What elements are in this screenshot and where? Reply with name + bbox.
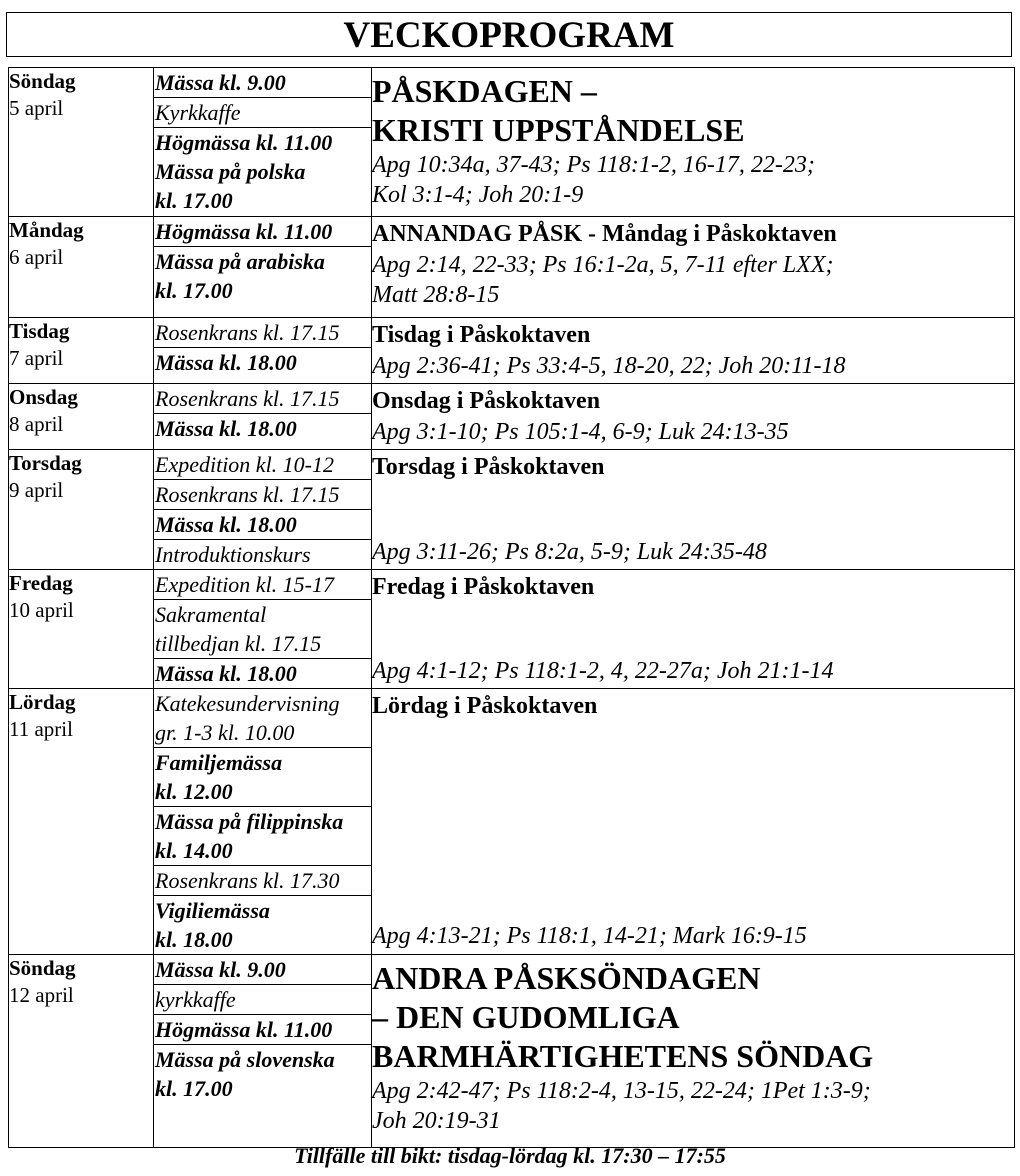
feast-title: ANNANDAG PÅSK - Måndag i Påskoktaven	[372, 221, 837, 247]
activity-item: Mässa på filippinska kl. 14.00	[154, 806, 371, 865]
day-cell	[9, 689, 154, 955]
activity-item: Mässa på arabiska kl. 17.00	[154, 246, 371, 305]
activities-cell	[154, 570, 372, 689]
day-row	[9, 955, 1015, 1148]
activity-item: Rosenkrans kl. 17.15	[154, 479, 371, 509]
feast-title: Onsdag i Påskoktaven	[372, 388, 601, 414]
activity-item: Expedition kl. 15-17	[155, 572, 335, 597]
scripture-readings: Apg 4:13-21; Ps 118:1, 14-21; Mark 16:9-15	[372, 923, 807, 949]
activity-item: Rosenkrans kl. 17.15	[155, 320, 340, 345]
activity-item: Katekesundervisning gr. 1-3 kl. 10.00	[155, 691, 340, 745]
day-name: Torsdag	[9, 451, 82, 475]
day-row	[9, 68, 1015, 217]
activity-item: Mässa kl. 18.00	[154, 413, 371, 443]
activity-item: Kyrkkaffe	[154, 97, 371, 127]
activity-item: Mässa kl. 9.00	[155, 70, 286, 95]
day-name: Söndag	[9, 69, 76, 93]
day-name: Måndag	[9, 218, 84, 242]
feast-title: Lördag i Påskoktaven	[372, 693, 598, 719]
day-cell	[9, 384, 154, 450]
activities-cell	[154, 318, 372, 384]
liturgy-cell	[372, 318, 1015, 384]
activity-item: Mässa kl. 18.00	[154, 347, 371, 377]
day-cell	[9, 318, 154, 384]
day-date: 5 april	[9, 96, 64, 120]
day-row	[9, 217, 1015, 318]
day-cell	[9, 217, 154, 318]
day-row	[9, 450, 1015, 570]
day-cell	[9, 450, 154, 570]
page-title: VECKOPROGRAM	[6, 12, 1012, 57]
activity-item: Sakramental tillbedjan kl. 17.15	[154, 599, 371, 658]
activity-item: Vigiliemässa kl. 18.00	[154, 895, 371, 954]
activity-item: Expedition kl. 10-12	[155, 452, 335, 477]
scripture-readings: Apg 3:1-10; Ps 105:1-4, 6-9; Luk 24:13-35	[372, 419, 789, 445]
scripture-readings: Apg 4:1-12; Ps 118:1-2, 4, 22-27a; Joh 21:1-14	[372, 658, 834, 684]
liturgy-cell	[372, 570, 1015, 689]
day-row	[9, 689, 1015, 955]
activity-item: Mässa kl. 18.00	[154, 658, 371, 688]
day-date: 8 april	[9, 412, 64, 436]
day-name: Lördag	[9, 690, 76, 714]
feast-title: PÅSKDAGEN – KRISTI UPPSTÅNDELSE	[372, 73, 745, 148]
scripture-readings: Apg 2:14, 22-33; Ps 16:1-2a, 5, 7-11 efter LXX; Matt 28:8-15	[372, 252, 834, 308]
activities-cell	[154, 68, 372, 217]
activity-item: Högmässa kl. 11.00	[154, 1014, 371, 1044]
scripture-readings: Apg 10:34a, 37-43; Ps 118:1-2, 16-17, 22-23; Kol 3:1-4; Joh 20:1-9	[372, 152, 815, 208]
feast-title: Tisdag i Påskoktaven	[372, 322, 591, 348]
liturgy-cell	[372, 955, 1015, 1148]
activities-cell	[154, 955, 372, 1148]
liturgy-cell	[372, 384, 1015, 450]
day-date: 12 april	[9, 983, 74, 1007]
day-date: 6 april	[9, 245, 64, 269]
day-date: 9 april	[9, 478, 64, 502]
activity-item: Mässa på slovenska kl. 17.00	[154, 1044, 371, 1103]
scripture-readings: Apg 2:42-47; Ps 118:2-4, 13-15, 22-24; 1Pet 1:3-9; Joh 20:19-31	[372, 1078, 871, 1134]
day-name: Onsdag	[9, 385, 78, 409]
weekly-schedule-table	[8, 67, 1015, 1148]
day-cell	[9, 955, 154, 1148]
activity-item: Mässa kl. 9.00	[155, 957, 286, 982]
confession-note: Tillfälle till bikt: tisdag-lördag kl. 17:30 – 17:55	[294, 1143, 726, 1168]
day-cell	[9, 68, 154, 217]
feast-title: Torsdag i Påskoktaven	[372, 454, 605, 480]
day-row	[9, 318, 1015, 384]
activity-item: kyrkkaffe	[154, 984, 371, 1014]
scripture-readings: Apg 3:11-26; Ps 8:2a, 5-9; Luk 24:35-48	[372, 539, 767, 565]
feast-title: Fredag i Påskoktaven	[372, 574, 595, 600]
day-row	[9, 384, 1015, 450]
activities-cell	[154, 689, 372, 955]
day-name: Fredag	[9, 571, 73, 595]
activity-item: Introduktionskurs	[154, 539, 371, 569]
feast-title: ANDRA PÅSKSÖNDAGEN – DEN GUDOMLIGA BARMHÄRTIGHETENS SÖNDAG	[372, 960, 874, 1074]
activity-item: Mässa kl. 18.00	[154, 509, 371, 539]
day-date: 11 april	[9, 717, 73, 741]
day-name: Söndag	[9, 956, 76, 980]
day-date: 7 april	[9, 346, 64, 370]
activity-item: Rosenkrans kl. 17.15	[155, 386, 340, 411]
liturgy-cell	[372, 450, 1015, 570]
activities-cell	[154, 384, 372, 450]
activity-item: Högmässa kl. 11.00 Mässa på polska kl. 17.00	[154, 127, 371, 215]
liturgy-cell	[372, 68, 1015, 217]
liturgy-cell	[372, 689, 1015, 955]
day-date: 10 april	[9, 598, 74, 622]
activities-cell	[154, 450, 372, 570]
day-cell	[9, 570, 154, 689]
activity-item: Rosenkrans kl. 17.30	[154, 865, 371, 895]
liturgy-cell	[372, 217, 1015, 318]
activity-item: Familjemässa kl. 12.00	[154, 747, 371, 806]
activity-item: Högmässa kl. 11.00	[155, 219, 333, 244]
day-name: Tisdag	[9, 319, 70, 343]
scripture-readings: Apg 2:36-41; Ps 33:4-5, 18-20, 22; Joh 20:11-18	[372, 353, 846, 379]
activities-cell	[154, 217, 372, 318]
day-row	[9, 570, 1015, 689]
